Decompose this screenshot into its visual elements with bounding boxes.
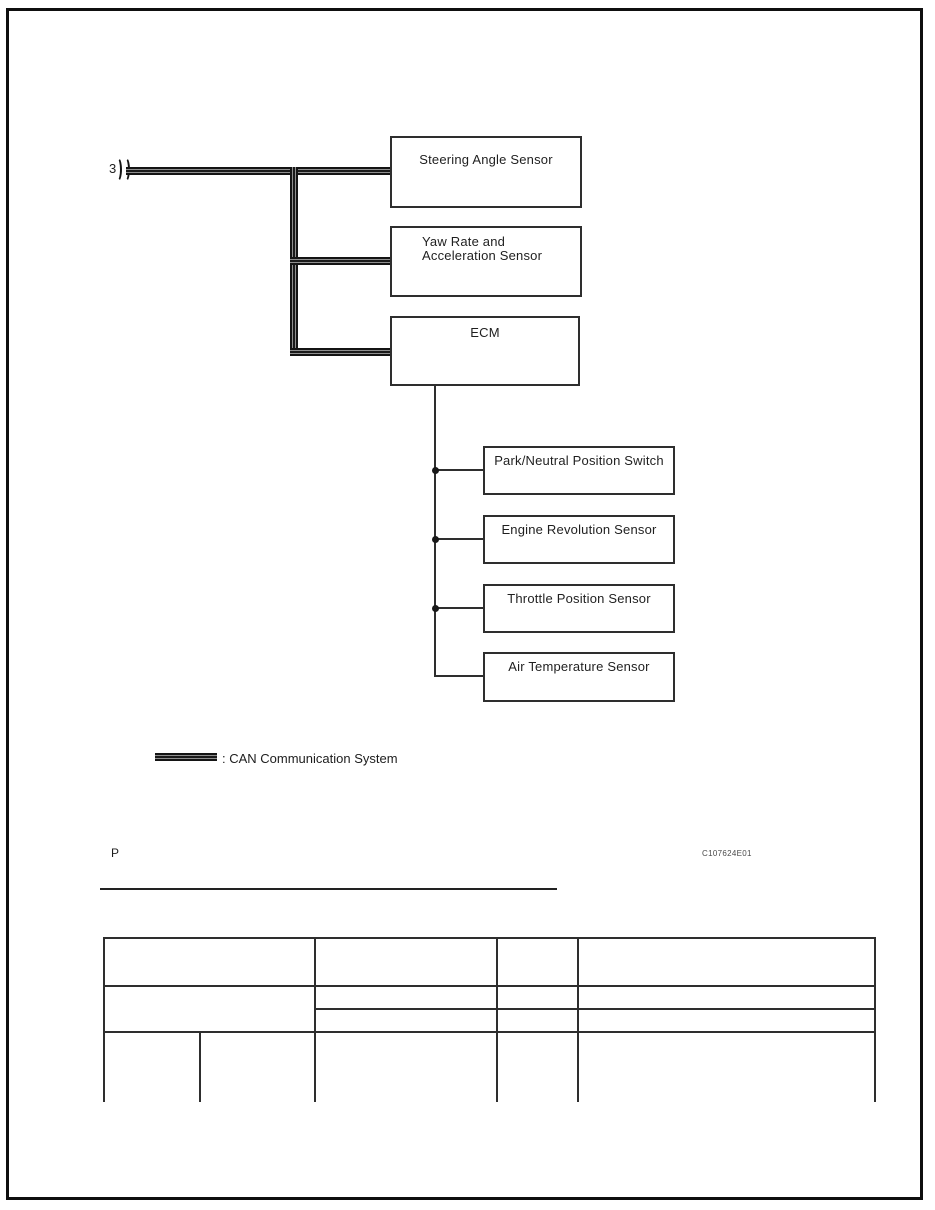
table-rule-top xyxy=(103,937,876,939)
node-yaw-rate-acceleration-sensor xyxy=(390,226,582,297)
node-air-temperature-sensor xyxy=(483,652,675,702)
table-rule-row1 xyxy=(103,985,876,987)
node-label-line1: Yaw Rate and xyxy=(422,234,506,249)
junction-dot xyxy=(432,605,439,612)
wire-to-park-neutral-switch xyxy=(434,469,483,471)
node-label: Engine Revolution Sensor xyxy=(501,522,657,537)
node-steering-angle-sensor xyxy=(390,136,582,208)
page-marker: P xyxy=(111,846,120,860)
wire-to-engine-revolution-sensor xyxy=(434,538,483,540)
node-label: Park/Neutral Position Switch xyxy=(494,453,664,468)
node-label: Air Temperature Sensor xyxy=(508,659,650,674)
can-bus-branch-ecm xyxy=(290,348,392,356)
node-engine-revolution-sensor xyxy=(483,515,675,564)
legend-label: : CAN Communication System xyxy=(222,751,398,766)
node-label: Steering Angle Sensor xyxy=(419,152,553,167)
table-rule-right xyxy=(874,937,876,1102)
table-rule-row2 xyxy=(103,1031,876,1033)
junction-dot xyxy=(432,467,439,474)
table-rule-subcol xyxy=(199,1031,201,1102)
table-rule-col3 xyxy=(496,937,498,1102)
legend-can-line-swatch xyxy=(155,753,217,761)
bus-entry-number: 3 xyxy=(109,161,117,176)
node-ecm xyxy=(390,316,580,386)
figure-code: C107624E01 xyxy=(702,849,752,858)
node-label-line2: Acceleration Sensor xyxy=(422,248,543,263)
wire-to-air-temperature-sensor xyxy=(434,675,483,677)
node-park-neutral-position-switch xyxy=(483,446,675,495)
wire-to-throttle-position-sensor xyxy=(434,607,483,609)
node-label: ECM xyxy=(470,325,500,340)
table-rule-col4 xyxy=(577,937,579,1102)
section-underline xyxy=(100,888,557,890)
can-bus-branch-yaw xyxy=(290,257,392,265)
table-rule-col2 xyxy=(314,937,316,1102)
can-bus-main-line xyxy=(126,167,392,175)
node-label: Throttle Position Sensor xyxy=(507,591,651,606)
ecm-sensor-trunk-line xyxy=(434,386,436,677)
junction-dot xyxy=(432,536,439,543)
table-rule-subrow xyxy=(315,1008,876,1010)
node-throttle-position-sensor xyxy=(483,584,675,633)
table-rule-left xyxy=(103,937,105,1102)
